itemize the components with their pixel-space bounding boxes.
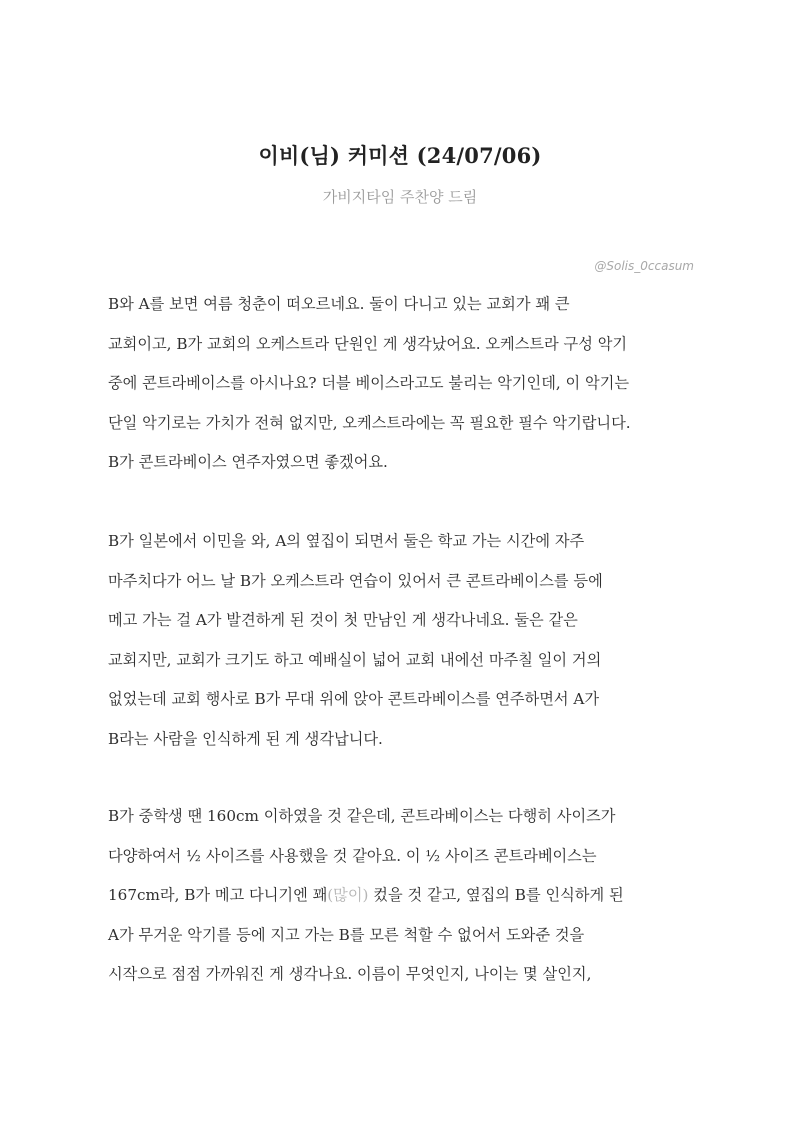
text-line: 시작으로 점점 가까워진 게 생각나요. 이름이 무엇인지, 나이는 몇 살인지, <box>108 965 592 983</box>
author-handle: @Solis_0ccasum <box>594 259 694 273</box>
text-line <box>108 876 700 916</box>
text-line: 다양하여서 ½ 사이즈를 사용했을 것 같아요. 이 ½ 사이즈 콘트라베이스는 <box>108 846 597 865</box>
text-line: 교회이고, B가 교회의 오케스트라 단원인 게 생각났어요. 오케스트라 구성 악기 <box>108 334 628 353</box>
paragraph-3 <box>108 797 700 995</box>
text-segment: 컸을 것 같고, 옆집의 B를 인식하게 된 <box>368 886 624 904</box>
page-title: 이비(님) 커미션 (24/07/06) <box>258 143 542 168</box>
text-line: B가 콘트라베이스 연주자였으면 좋겠어요. <box>108 453 388 471</box>
text-line: B와 A를 보면 여름 청춘이 떠오르네요. 둘이 다니고 있는 교회가 꽤 큰 <box>108 295 570 313</box>
text-line: 중에 콘트라베이스를 아시나요? 더블 베이스라고도 불리는 악기인데, 이 악기는 <box>108 374 630 392</box>
text-segment: 167cm라, B가 메고 다니기엔 꽤 <box>108 886 328 904</box>
text-line: 없었는데 교회 행사로 B가 무대 위에 앉아 콘트라베이스를 연주하면서 A가 <box>108 690 600 708</box>
parenthetical-note: (많이) <box>327 886 369 904</box>
text-line: 마주치다가 어느 날 B가 오케스트라 연습이 있어서 큰 콘트라베이스를 등에 <box>108 571 603 590</box>
page-subtitle: 가비지타임 주찬양 드림 <box>322 188 478 206</box>
text-line: B가 중학생 땐 160cm 이하였을 것 같은데, 콘트라베이스는 다행히 사이즈가 <box>108 807 616 825</box>
text-line: 단일 악기로는 가치가 전혀 없지만, 오케스트라에는 꼭 필요한 필수 악기랍니다. <box>108 413 631 432</box>
text-line: B라는 사람을 인식하게 된 게 생각납니다. <box>108 729 383 748</box>
text-line: B가 일본에서 이민을 와, A의 옆집이 되면서 둘은 학교 가는 시간에 자주 <box>108 532 585 550</box>
text-line: 교회지만, 교회가 크기도 하고 예배실이 넓어 교회 내에선 마주칠 일이 거의 <box>108 650 602 669</box>
paragraph-1 <box>108 285 700 483</box>
text-line: 메고 가는 걸 A가 발견하게 된 것이 첫 만남인 게 생각나네요. 둘은 같은 <box>108 611 578 629</box>
text-line: A가 무거운 악기를 등에 지고 가는 B를 모른 척할 수 없어서 도와준 것을 <box>108 925 585 944</box>
paragraph-2 <box>108 522 700 759</box>
